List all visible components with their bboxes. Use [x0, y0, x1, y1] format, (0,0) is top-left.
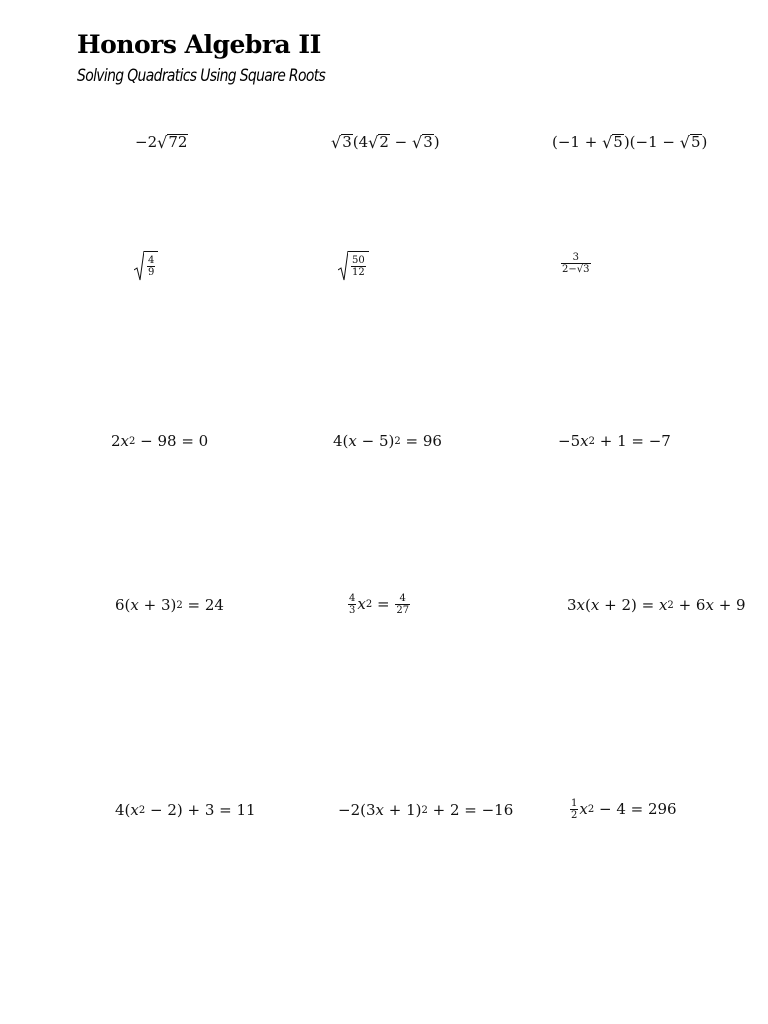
radical-sign	[338, 251, 348, 281]
problem-10: 6( x + 3) 2 = 24	[115, 596, 224, 614]
radical: √ 5	[679, 132, 701, 152]
radical	[338, 251, 369, 281]
radical: √ 72	[157, 132, 188, 152]
page-subtitle: Solving Quadratics Using Square Roots	[77, 66, 326, 86]
problem-6	[560, 252, 592, 275]
problem-9: −5 x 2 + 1 = −7	[558, 432, 671, 450]
radical: √ 3	[412, 132, 433, 152]
page-title: Honors Algebra II	[77, 30, 321, 59]
fraction: $\frac{1}{2}$	[571, 798, 578, 821]
fraction: $\frac{4}{9}$	[148, 255, 155, 278]
problem-7: 2 x 2 − 98 = 0	[111, 432, 209, 450]
fraction: $\frac{4}{3}$	[349, 593, 356, 616]
radical	[134, 251, 158, 281]
fraction: $\frac{4}{27}$	[396, 593, 410, 616]
problem-8: 4( x − 5) 2 = 96	[333, 432, 442, 450]
problem-11: $\frac{4}{3}$ x 2 = $\frac{4}{27}$	[349, 593, 410, 616]
fraction: $\frac{50}{12}$	[352, 255, 365, 278]
problem-14: −2(3 x + 1) 2 + 2 = −16	[338, 801, 514, 819]
problem-1: −2 √ 72	[135, 132, 188, 152]
problem-4	[134, 251, 158, 281]
radical: √ 3	[331, 132, 352, 152]
problem-3: (−1 + √ 5 )(−1 − √ 5 )	[552, 132, 708, 152]
radical-sign	[134, 251, 144, 281]
fraction: $\frac{3}{2-√3}$	[562, 252, 590, 275]
problem-12: 3 x ( x + 2) = x 2 + 6 x + 9	[567, 596, 746, 614]
problem-5	[338, 251, 369, 281]
radical: √ 2	[368, 132, 389, 152]
problem-15: $\frac{1}{2}$ x 2 − 4 = 296	[571, 798, 677, 821]
problem-2: √ 3 (4 √ 2 − √ 3 )	[331, 132, 440, 152]
problem-13: 4( x 2 − 2) + 3 = 11	[115, 801, 256, 819]
radical: √ 5	[602, 132, 623, 152]
